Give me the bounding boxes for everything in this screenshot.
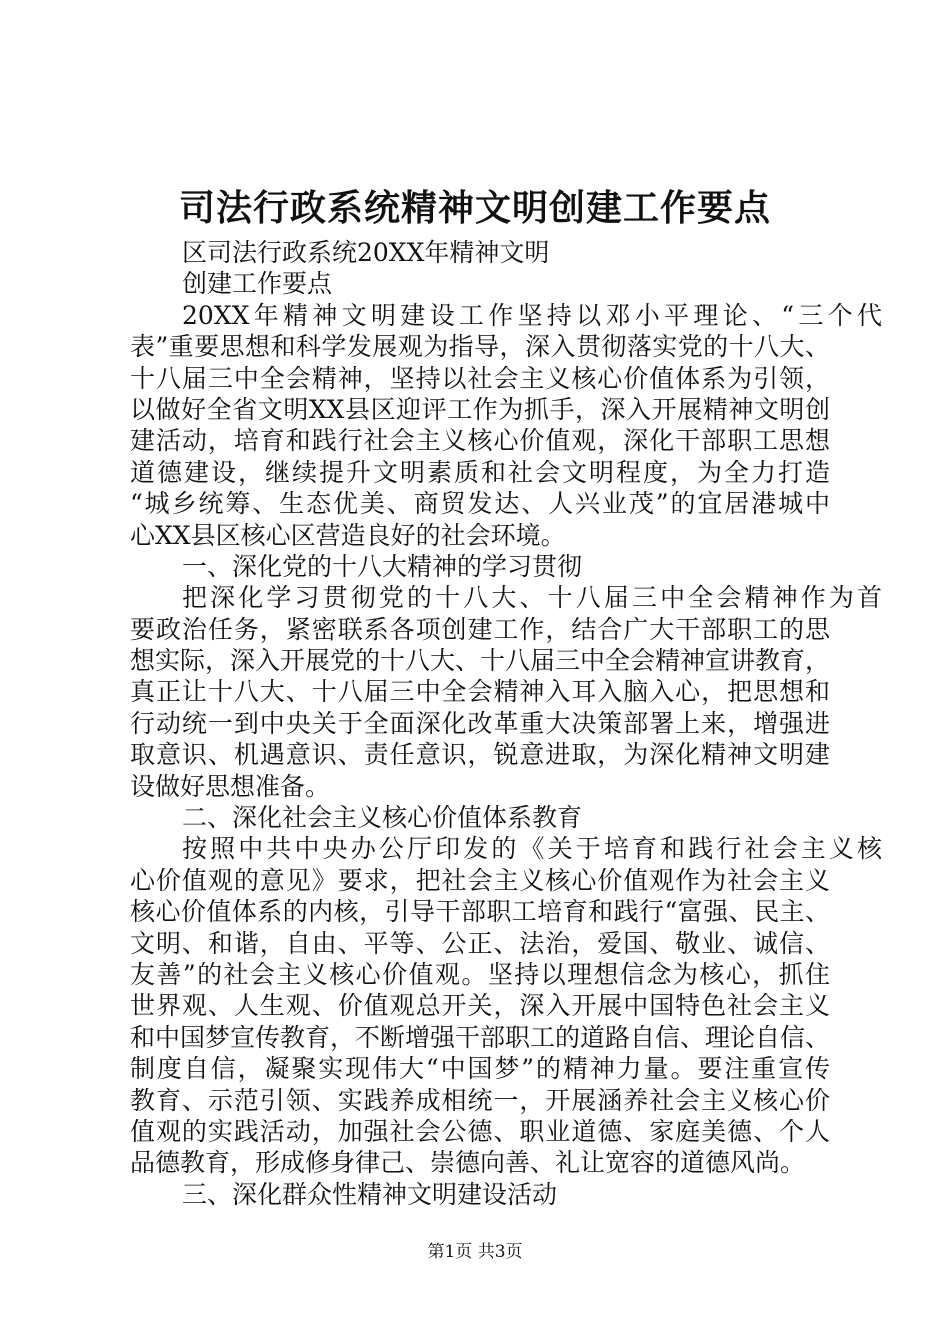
section-heading: 二、深化社会主义核心价值体系教育	[182, 803, 583, 833]
paragraph-line: 建活动，培育和践行社会主义核心价值观，深化干部职工思想	[130, 426, 830, 456]
subtitle-line: 区司法行政系统20XX年精神文明	[182, 238, 550, 267]
paragraph-line: 值观的实践活动，加强社会公德、职业道德、家庭美德、个人	[130, 1116, 830, 1146]
paragraph-line: 友善”的社会主义核心价值观。坚持以理想信念为核心，抓住	[130, 959, 830, 989]
paragraph-line: 心XX县区核心区营造良好的社会环境。	[130, 520, 566, 550]
section-heading: 三、深化群众性精神文明建设活动	[182, 1179, 558, 1209]
paragraph-line: 真正让十八大、十八届三中全会精神入耳入脑入心，把思想和	[130, 677, 830, 707]
paragraph-line: 设做好思想准备。	[130, 771, 331, 801]
paragraph-line: 取意识、机遇意识、责任意识，锐意进取，为深化精神文明建	[130, 740, 830, 770]
paragraph-line: 行动统一到中央关于全面深化改革重大决策部署上来，增强进	[130, 708, 830, 738]
paragraph-line: 品德教育，形成修身律己、崇德向善、礼让宽容的道德风尚。	[130, 1148, 806, 1178]
section-heading: 一、深化党的十八大精神的学习贯彻	[182, 551, 583, 581]
page-footer: 第1页 共3页	[427, 1242, 523, 1262]
paragraph-line: 文明、和谐，自由、平等、公正、法治，爱国、敬业、诚信、	[130, 928, 830, 958]
paragraph-line: 制度自信，凝聚实现伟大“中国梦”的精神力量。要注重宣传	[130, 1054, 830, 1084]
paragraph-line: “城乡统筹、生态优美、商贸发达、人兴业茂”的宜居港城中	[130, 489, 830, 519]
paragraph-line: 20XX年精神文明建设工作坚持以邓小平理论、“三个代	[182, 300, 882, 330]
paragraph-line: 按照中共中央办公厅印发的《关于培育和践行社会主义核	[182, 834, 882, 864]
paragraph-line: 把深化学习贯彻党的十八大、十八届三中全会精神作为首	[182, 583, 882, 613]
paragraph-line: 心价值观的意见》要求，把社会主义核心价值观作为社会主义	[130, 865, 830, 895]
document-title: 司法行政系统精神文明创建工作要点	[178, 187, 771, 229]
paragraph-line: 表”重要思想和科学发展观为指导，深入贯彻落实党的十八大、	[130, 332, 830, 362]
document-body	[130, 237, 882, 1210]
paragraph-line: 教育、示范引领、实践养成相统一，开展涵养社会主义核心价	[130, 1085, 830, 1115]
paragraph-line: 世界观、人生观、价值观总开关，深入开展中国特色社会主义	[130, 991, 830, 1021]
paragraph-line: 以做好全省文明XX县区迎评工作为抓手，深入开展精神文明创	[130, 394, 830, 424]
paragraph-line: 要政治任务，紧密联系各项创建工作，结合广大干部职工的思	[130, 614, 830, 644]
paragraph-line: 想实际，深入开展党的十八大、十八届三中全会精神宣讲教育，	[130, 646, 831, 676]
subtitle-line: 创建工作要点	[182, 269, 333, 299]
paragraph-line: 和中国梦宣传教育，不断增强干部职工的道路自信、理论自信、	[130, 1022, 831, 1052]
paragraph-line: 十八届三中全会精神，坚持以社会主义核心价值体系为引领，	[130, 363, 830, 393]
paragraph-line: 核心价值体系的内核，引导干部职工培育和践行“富强、民主、	[130, 897, 830, 927]
paragraph-line: 道德建设，继续提升文明素质和社会文明程度，为全力打造	[130, 457, 830, 487]
